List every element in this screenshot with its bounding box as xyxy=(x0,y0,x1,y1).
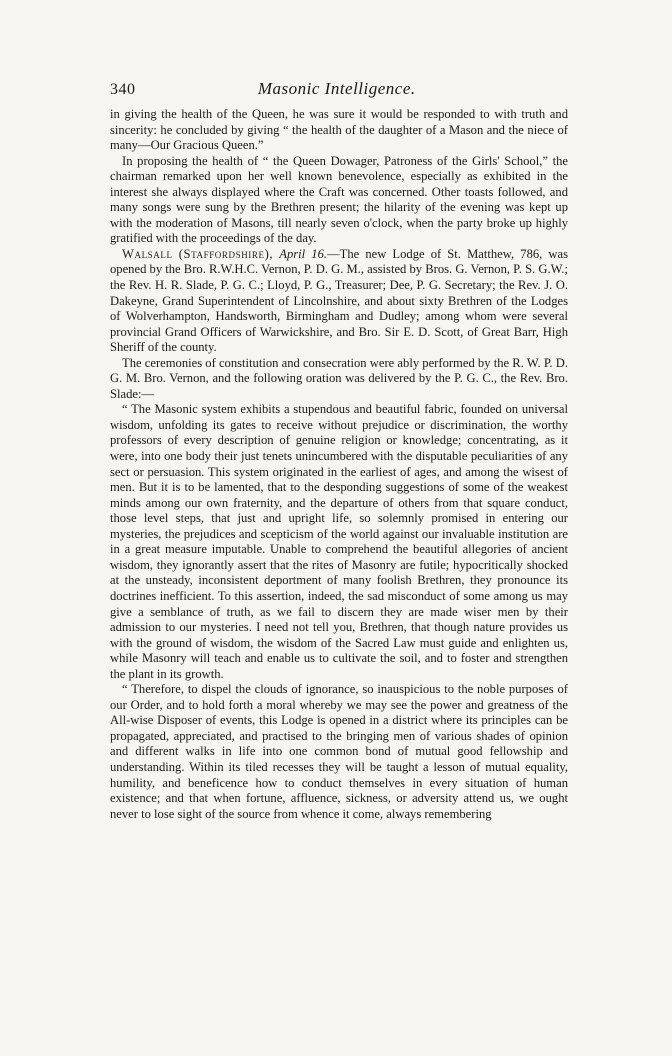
report-date: April 16. xyxy=(279,246,328,261)
paragraph-queen-toast: in giving the health of the Queen, he was sure it would be responded to with truth and sincerity: he concluded by giving “ the health of the daughter of a Mason and the niece of many—Our Gracious Queen.” xyxy=(110,107,568,153)
paragraph-ceremonies: The ceremonies of constitution and consecration were ably performed by the R. W. P. D. G. M. Bro. Vernon, and the following oration was delivered by the P. G. C., the Rev. Bro. Slade:— xyxy=(110,355,568,401)
county-name: (Staffordshire), xyxy=(178,246,274,261)
paragraph-walsall-text: —The new Lodge of St. Matthew, 786, was opened by the Bro. R.W.H.C. Vernon, P. D. G. M., assisted by Bros. G. Vernon, P. S. G.W.; the Rev. H. R. Slade, P. G. C.; Lloyd, P. G., Treasurer; Dee, P. G. Secretary; the Rev. J. O. Dakeyne, Grand Superintendent of Lincolnshire, and about sixty Brethren of the Lodges of Wolverhampton, Handsworth, Birmingham and Dudley; among whom were several provincial Grand Officers of Warwickshire, and Bro. Sir E. D. Scott, of Great Barr, High Sheriff of the county. xyxy=(110,246,569,355)
page-header xyxy=(110,79,568,105)
paragraph-oration-1: “ The Masonic system exhibits a stupendous and beautiful fabric, founded on universal wisdom, unfolding its gates to receive without prejudice or discrimination, the worthy professors of every description of genuine religion or knowledge; concentrating, as it were, into one body their just tenets unincumbered with the disputable peculiarities of any sect or persuasion. This system originated in the earliest of ages, and among the wisest of men. But it is to be lamented, that to the desponding suggestions of some of the weakest minds among our own fraternity, and the departure of others from that square conduct, those level steps, that just and upright life, so solemnly promised in entering our mysteries, the prejudices and scepticism of the world against our invaluable institution are in a great measure imputable. Unable to comprehend the beautiful allegories of ancient wisdom, they ignorantly assert that the rites of Masonry are futile; hypocritically shocked at the unsteady, inconsistent deportment of many foolish Brethren, they pronounce its doctrines inefficient. To this assertion, indeed, the sad misconduct of some among us may give a semblance of truth, as we fail to discern they are made wiser men by their admission to our mysteries. I need not tell you, Brethren, that though nature provides us with the ground of wisdom, the wisdom of the Sacred Law must guide and enlighten us, while Masonry will teach and enable us to cultivate the soil, and to foster and strengthen the plant in its growth. xyxy=(110,402,568,681)
paragraph-walsall-lodge xyxy=(110,247,568,356)
paragraph-oration-2: “ Therefore, to dispel the clouds of ignorance, so inauspicious to the noble purposes of our Order, and to hold forth a moral whereby we may see the power and greatness of the All-wise Disposer of events, this Lodge is opened in a district where its principles can be propagated, appreciated, and practised to the bringing men of various shades of opinion and different walks in life into one common bond of mutual good fellowship and understanding. Within its tiled recesses they will be taught a lesson of mutual equality, humility, and beneficence how to conduct themselves in every situation of human existence; and that when fortune, affluence, sickness, or adversity attend us, we ought never to lose sight of the source from whence it come, always remembering xyxy=(110,682,568,821)
place-name: Walsall xyxy=(122,246,173,261)
page-number: 340 xyxy=(110,81,136,98)
article-body xyxy=(110,107,568,822)
paragraph-queen-dowager: In proposing the health of “ the Queen Dowager, Patroness of the Girls' School,” the chairman remarked upon her well known benevolence, especially as exhibited in the interest she always displayed where the Craft was concerned. Other toasts followed, and many songs were sung by the Brethren present; the hilarity of the evening was kept up with the moderation of Masons, till nearly seven o'clock, when the party broke up highly gratified with the proceedings of the day. xyxy=(110,153,568,246)
running-title: Masonic Intelligence. xyxy=(257,79,416,98)
